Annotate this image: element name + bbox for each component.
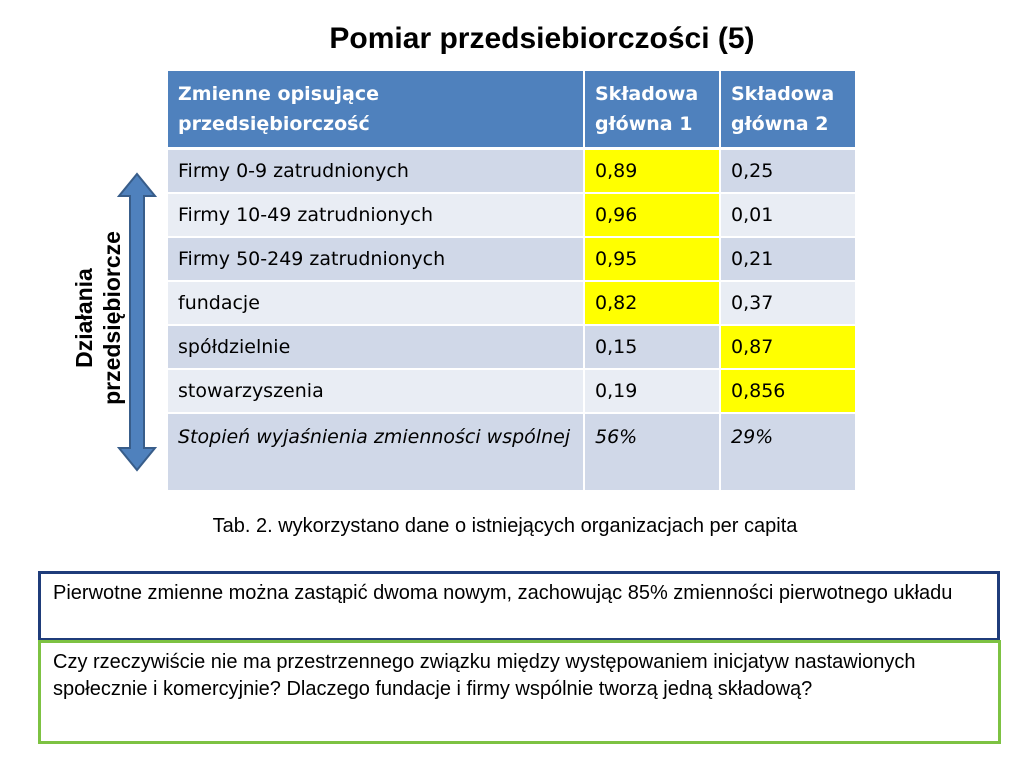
double-arrow-icon: [116, 172, 158, 472]
summary-label: Stopień wyjaśnienia zmienności wspólnej: [168, 413, 584, 491]
table-row: [168, 369, 856, 413]
row-variable-name: stowarzyszenia: [168, 369, 584, 413]
question-box: Czy rzeczywiście nie ma przestrzennego związku między występowaniem inicjatyw nastawionych społecznie i komercyjnie? Dlaczego fundacje i firmy wspólnie tworzą jedną składową?: [38, 640, 1001, 744]
conclusion-box: Pierwotne zmienne można zastąpić dwoma nowym, zachowując 85% zmienności pierwotnego układu: [38, 571, 1000, 641]
row-variable-name: spółdzielnie: [168, 325, 584, 369]
row-pc1-value: 0,96: [584, 193, 720, 237]
table-summary-row: [168, 413, 856, 491]
side-label-line2: przedsiębiorcze: [99, 231, 125, 405]
table-header-row: [168, 71, 856, 149]
row-pc1-value: 0,89: [584, 149, 720, 193]
row-pc1-value: 0,19: [584, 369, 720, 413]
header-pc2: Składowa główna 2: [720, 71, 856, 149]
page-title: Pomiar przedsiebiorczości (5): [329, 22, 755, 55]
row-variable-name: Firmy 0-9 zatrudnionych: [168, 149, 584, 193]
row-variable-name: Firmy 10-49 zatrudnionych: [168, 193, 584, 237]
row-pc2-value: 0,87: [720, 325, 856, 369]
row-pc2-value: 0,37: [720, 281, 856, 325]
row-pc2-value: 0,21: [720, 237, 856, 281]
table-row: [168, 325, 856, 369]
row-pc1-value: 0,15: [584, 325, 720, 369]
header-pc1: Składowa główna 1: [584, 71, 720, 149]
row-pc1-value: 0,95: [584, 237, 720, 281]
table-caption: Tab. 2. wykorzystano dane o istniejących organizacjach per capita: [212, 515, 798, 537]
header-variables: Zmienne opisujące przedsiębiorczość: [168, 71, 584, 149]
row-pc2-value: 0,01: [720, 193, 856, 237]
table-row: [168, 281, 856, 325]
row-pc1-value: 0,82: [584, 281, 720, 325]
row-variable-name: Firmy 50-249 zatrudnionych: [168, 237, 584, 281]
summary-pc1-value: 56%: [584, 413, 720, 491]
row-pc2-value: 0,856: [720, 369, 856, 413]
pca-table: [168, 71, 857, 492]
summary-pc2-value: 29%: [720, 413, 856, 491]
table-row: [168, 193, 856, 237]
table-row: [168, 237, 856, 281]
table-row: [168, 149, 856, 193]
side-label-line1: Działania: [71, 268, 97, 368]
row-pc2-value: 0,25: [720, 149, 856, 193]
row-variable-name: fundacje: [168, 281, 584, 325]
